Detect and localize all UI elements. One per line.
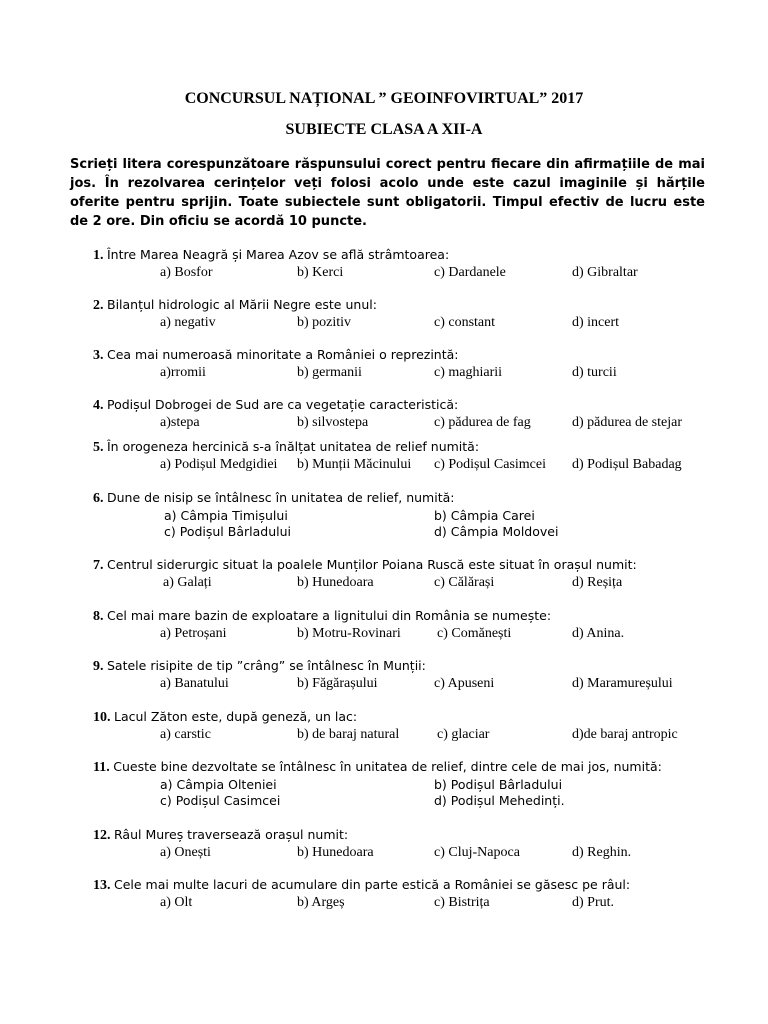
question-stem [93,296,733,314]
question-text: Râul Mureș traversează orașul numit: [114,827,349,842]
question-stem [93,876,733,894]
question-stem [93,657,733,675]
answer-option: c) Apuseni [434,676,495,691]
question-number: 2. [93,298,107,313]
answer-option: c) Comănești [437,626,512,641]
question-text: Centrul siderurgic situat la poalele Munților Poiana Ruscă este situat în orașul numit: [107,557,637,572]
answer-option: b) Hunedoara [297,845,374,860]
question-text: Podișul Dobrogei de Sud are ca vegetație caracteristică: [107,397,459,412]
answer-option: c) constant [434,315,496,330]
question-number: 3. [93,348,107,363]
answer-option: b) Făgărașului [297,676,378,691]
answer-option: d) Podișul Mehedinți. [434,793,565,808]
answer-option: c) glaciar [437,727,490,742]
question-text: Cele mai multe lacuri de acumulare din parte estică a României se găsesc pe râul: [114,877,631,892]
answer-option: a) Olt [160,895,193,910]
question-stem [93,556,733,574]
answer-option: a) Banatului [160,676,229,691]
answer-option: a) carstic [160,727,211,742]
question-text: Cel mai mare bazin de exploatare a lignitului din România se numește: [107,608,552,623]
answer-option: d) Prut. [572,895,614,910]
answer-option: a) Bosfor [160,265,213,280]
answer-option: c) Podișul Casimcei [160,793,281,808]
question-stem [93,346,733,364]
question-text: Bilanțul hidrologic al Mării Negre este unul: [107,297,377,312]
answer-option: b) Kerci [297,265,344,280]
answer-option: d) incert [572,315,620,330]
answer-option: d) Reșița [572,575,623,590]
question-number: 11. [93,760,114,775]
page-title: CONCURSUL NAȚIONAL ” GEOINFOVIRTUAL” 2017 [184,90,584,107]
question-number: 12. [93,828,114,843]
answer-option: b) Câmpia Carei [434,508,535,523]
answer-option: b) Argeș [297,895,345,910]
answer-option: b) Hunedoara [297,575,374,590]
answer-option: a) Câmpia Timișului [164,508,288,523]
question-stem [93,758,733,776]
question-number: 1. [93,248,107,263]
answer-option: b) pozitiv [297,315,352,330]
answer-option: d)de baraj antropic [572,727,678,742]
answer-option: b) Podișul Bârladului [434,777,563,792]
question-number: 13. [93,878,114,893]
question-text: Satele risipite de tip ”crâng” se întâlnesc în Munții: [107,658,426,673]
answer-option: d) Gibraltar [572,265,638,280]
answer-option: d) Maramureșului [572,676,673,691]
question-number: 6. [93,491,107,506]
question-number: 8. [93,609,107,624]
answer-option: a)stepa [160,415,200,430]
answer-option: d) Câmpia Moldovei [434,524,559,539]
answer-option: c) Dardanele [434,265,506,280]
question-number: 5. [93,440,107,455]
question-number: 10. [93,710,114,725]
answer-option: d) Reghin. [572,845,632,860]
question-text: Cueste bine dezvoltate se întâlnesc în unitatea de relief, dintre cele de mai jos, numită: [113,759,662,774]
answer-option: d) Podișul Babadag [572,457,682,472]
answer-option: d) Anina. [572,626,625,641]
answer-option: a) Onești [160,845,211,860]
answer-option: c) maghiarii [434,365,503,380]
question-stem [93,826,733,844]
answer-option: a) Câmpia Olteniei [160,777,277,792]
question-number: 7. [93,558,107,573]
question-number: 4. [93,398,107,413]
answer-option: b) de baraj natural [297,727,400,742]
question-text: Cea mai numeroasă minoritate a României o reprezintă: [107,347,459,362]
answer-option: c) pădurea de fag [434,415,531,430]
instructions-paragraph: Scrieți litera corespunzătoare răspunsului corect pentru fiecare din afirmațiile de mai jos. În rezolvarea cerințelor veți folosi acolo unde este cazul imaginile și hărțile oferite pentru sprijin. Toate subiectele sunt obligatorii. Timpul efectiv de lucru este de 2 ore. Din oficiu se acordă 10 puncte. [70,157,705,229]
answer-option: a) Galați [163,575,212,590]
answer-option: d) turcii [572,365,617,380]
question-stem [93,396,733,414]
answer-option: a) Petroșani [160,626,227,641]
answer-option: b) germanii [297,365,362,380]
answer-option: b) Munții Măcinului [297,457,412,472]
answer-option: a)rromii [160,365,206,380]
question-text: Lacul Zăton este, după geneză, un lac: [114,709,358,724]
question-text: În orogeneza hercinică s-a înălțat unitatea de relief numită: [107,439,480,454]
answer-option: c) Cluj-Napoca [434,845,520,860]
question-stem [93,246,733,264]
question-stem [93,708,733,726]
answer-option: c) Călărași [434,575,495,590]
answer-option: c) Podișul Casimcei [434,457,546,472]
answer-option: a) Podișul Medgidiei [160,457,278,472]
answer-option: b) silvostepa [297,415,369,430]
page-subtitle: SUBIECTE CLASA A XII-A [285,121,483,138]
question-text: Între Marea Neagră și Marea Azov se află strâmtoarea: [107,247,450,262]
answer-option: c) Podișul Bârladului [164,524,291,539]
question-stem [93,438,733,456]
question-stem [93,607,733,625]
answer-option: a) negativ [160,315,216,330]
question-number: 9. [93,659,107,674]
answer-option: d) pădurea de stejar [572,415,682,430]
answer-option: b) Motru-Rovinari [297,626,401,641]
answer-option: c) Bistrița [434,895,490,910]
question-text: Dune de nisip se întâlnesc în unitatea de relief, numită: [107,490,455,505]
question-stem [93,489,733,507]
